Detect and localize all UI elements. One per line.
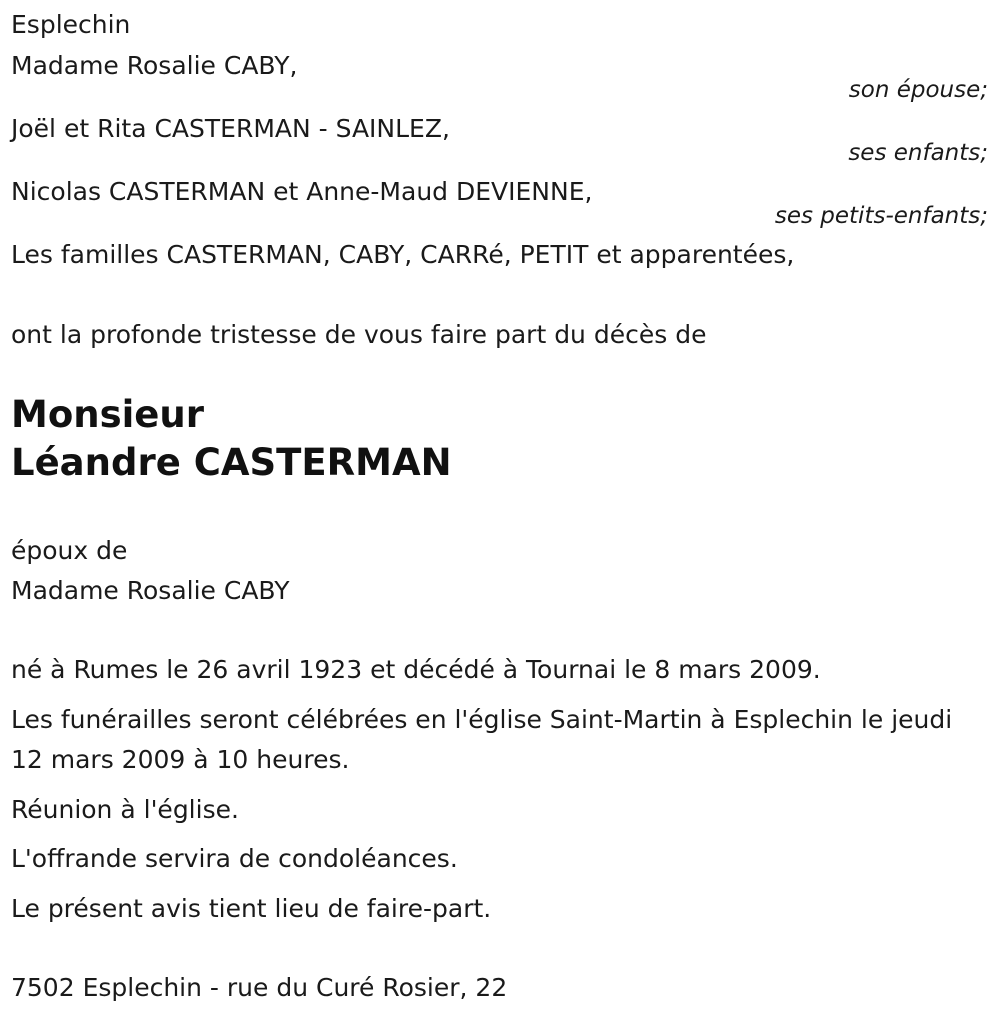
family-member-name: Madame Rosalie CABY, — [11, 51, 298, 80]
birth-death-text: né à Rumes le 26 avril 1923 et décédé à Tournai le 8 mars 2009. — [11, 655, 821, 684]
offering-text: L'offrande servira de condoléances. — [11, 844, 458, 873]
address-text: 7502 Esplechin - rue du Curé Rosier, 22 — [11, 973, 508, 1002]
deceased-title: Monsieur — [11, 393, 204, 436]
announcement-text: ont la profonde tristesse de vous faire part du décès de — [11, 320, 707, 349]
family-member-name: Joël et Rita CASTERMAN - SAINLEZ, — [11, 114, 450, 143]
family-member-role: son épouse; — [848, 77, 988, 103]
family-member-name: Les familles CASTERMAN, CABY, CARRé, PETIT et apparentées, — [11, 240, 795, 269]
family-member-role: ses petits-enfants; — [774, 203, 988, 229]
spouse-name: Madame Rosalie CABY — [11, 576, 290, 605]
family-member-role: ses enfants; — [848, 140, 988, 166]
place-heading: Esplechin — [11, 10, 131, 39]
notice-text: Le présent avis tient lieu de faire-part. — [11, 894, 492, 923]
funeral-text: Les funérailles seront célébrées en l'église Saint-Martin à Esplechin le jeudi 12 mars 2009 à 10 heures. — [11, 705, 953, 774]
family-member-name: Nicolas CASTERMAN et Anne-Maud DEVIENNE, — [11, 177, 593, 206]
meeting-text: Réunion à l'église. — [11, 795, 239, 824]
spouse-label: époux de — [11, 536, 128, 565]
deceased-name: Léandre CASTERMAN — [11, 441, 452, 484]
